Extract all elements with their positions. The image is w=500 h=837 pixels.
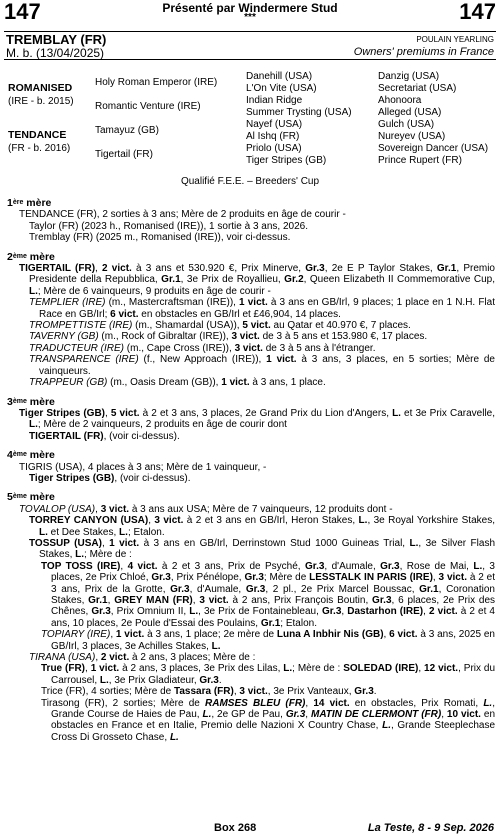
family-notes xyxy=(7,197,495,743)
produce-entry: TOPIARY (IRE), 1 vict. à 3 ans, 1 place; 2e mère de Luna A Inbhir Nis (GB), 6 vict. à 3 ans, 2025 en GB/Irl, 3 places, 3e Achilles Stakes, L. xyxy=(41,629,495,652)
produce-entry: TAVERNY (GB) (m., Rock of Gibraltar (IRE)), 3 vict. de 3 à 5 ans et 153.980 €, 17 places. xyxy=(29,331,428,343)
dam-entry: Tiger Stripes (GB), 5 vict. à 2 et 3 ans, 3 places, 2e Grand Prix du Lion d'Angers, L. et 3e Prix Caravelle, L.; Mère de 2 vainqueurs, 2 produits en âge de courir dont xyxy=(19,407,496,431)
pedigree-gen3: Indian Ridge xyxy=(246,95,303,106)
produce-entry: TRADUCTEUR (IRE) (m., Cape Cross (IRE)), 3 vict. de 3 à 5 ans à l'étranger. xyxy=(29,342,376,354)
name-rule xyxy=(4,59,496,60)
produce-entry: TRANSPARENCE (IRE) (f., New Approach (IRE)), 1 vict. à 3 ans, 3 places, en 5 sorties; Mère de vainqueurs. xyxy=(29,354,495,377)
dam-entry: TENDANCE (FR), 2 sorties à 3 ans; Mère de 2 produits en âge de courir - xyxy=(19,209,346,221)
produce-entry: Taylor (FR) (2023 h., Romanised (IRE)), 1 sortie à 3 ans, 2026. xyxy=(29,220,309,232)
pedigree-table xyxy=(0,66,500,178)
pedigree-gen2: Tigertail (FR) xyxy=(95,149,153,160)
pedigree-gen3: Tiger Stripes (GB) xyxy=(246,155,327,166)
pedigree-gen3: Danehill (USA) xyxy=(246,71,313,82)
pedigree-gen4: Nureyev (USA) xyxy=(378,131,446,142)
produce-entry: Tremblay (FR) (2025 m., Romanised (IRE)), voir ci-dessus. xyxy=(29,232,291,244)
pedigree-gen4: Prince Rupert (FR) xyxy=(378,155,462,166)
dam-info: (FR - b. 2016) xyxy=(8,143,71,154)
pedigree-gen4: Gulch (USA) xyxy=(378,119,435,130)
sale-place-date: La Teste, 8 - 9 Sep. 2026 xyxy=(367,822,494,834)
premiums-note: Owners' premiums in France xyxy=(353,46,494,58)
section-5eme-mere: 5ème mère xyxy=(7,491,55,504)
horse-name: TREMBLAY (FR) xyxy=(6,32,107,47)
produce-entry: TRAPPEUR (GB) (m., Oasis Dream (GB)), 1 vict. à 3 ans, 1 place. xyxy=(29,377,326,389)
pedigree-gen2: Romantic Venture (IRE) xyxy=(95,101,201,112)
presented-by: Présenté par Windermere Stud xyxy=(162,1,338,15)
section-3eme-mere: 3ème mère xyxy=(7,395,55,408)
pedigree-gen3: Priolo (USA) xyxy=(246,143,302,154)
stars: *** xyxy=(244,12,256,23)
pedigree-gen4: Sovereign Dancer (USA) xyxy=(378,143,489,154)
pedigree-gen4: Danzig (USA) xyxy=(378,71,440,82)
pedigree-gen4: Alleged (USA) xyxy=(378,107,442,118)
header xyxy=(0,0,500,34)
produce-entry: TEMPLIER (IRE) (m., Mastercraftsman (IRE)), 1 vict. à 3 ans en GB/Irl, 9 places; 1 place en 1 N.H. Flat Race en GB/Irl; 6 vict. en obstacles en GB/Irl et £46,904, 14 places. xyxy=(29,297,495,320)
produce-entry: TOP TOSS (IRE), 4 vict. à 2 et 3 ans, Prix de Psyché, Gr.3, d'Aumale, Gr.3, Rose de Mai, L., 3 places, 2e Prix Chloé, Gr.3, Prix Pénélope, Gr.3; Mère de LESSTALK IN PARIS (IRE), 3 vict. à 2 et 3 ans, Prix de la Grotte, Gr.3, d'Aumale, Gr.3, 2 pl., 2e Prix Marcel Boussac, Gr.1, Coronation Stakes, Gr.1, GREY MAN (FR), 3 vict. à 2 ans, Prix François Boutin, Gr.3, 6 places, 2e Prix des Chênes, Gr.3, Prix Omnium II, L., 3e Prix de Fontainebleau, Gr.3, Dastarhon (IRE), 2 vict. à 2 et 4 ans, 10 places, 2e Poule d'Essai des Poulains, Gr.1; Etalon. xyxy=(41,560,496,629)
produce-entry: TIGERTAIL (FR), (voir ci-dessus). xyxy=(29,430,180,442)
section-1ere-mere: 1ère mère xyxy=(7,197,52,209)
dam-entry: TOVALOP (USA), 3 vict. à 3 ans aux USA; Mère de 7 vainqueurs, 12 produits dont - xyxy=(19,503,393,515)
produce-entry: TROMPETTISTE (IRE) (m., Shamardal (USA)), 5 vict. au Qatar et 40.970 €, 7 places. xyxy=(29,320,411,332)
sex-label: POULAIN YEARLING xyxy=(416,35,494,44)
dam-name: TENDANCE xyxy=(8,129,67,141)
produce-entry: Tirasong (FR), 2 sorties; Mère de RAMSES BLEU (FR), 14 vict. en obstacles, Prix Romati, L., Grande Course de Haies de Pau, L., 2e GP de Pau, Gr.3, MATIN DE CLERMONT (FR), 10 vict. en obstacles en France et en Italie, Premio delle Nazioni X Country Chase, L., Grande Steeplechase Cross Di Grosseto Chase, L. xyxy=(41,697,496,743)
pedigree-gen3: Summer Trysting (USA) xyxy=(246,107,352,118)
lot-number-right: 147 xyxy=(459,0,496,24)
produce-entry: TORREY CANYON (USA), 3 vict. à 2 et 3 ans en GB/Irl, Heron Stakes, L., 3e Royal Yorkshire Stakes, L. et Dee Stakes, L.; Etalon. xyxy=(29,515,495,538)
pedigree-gen4: Ahonoora xyxy=(378,95,422,106)
produce-entry: TIRANA (USA), 2 vict. à 2 ans, 3 places; Mère de : xyxy=(29,652,256,664)
pedigree-gen4: Secretariat (USA) xyxy=(378,83,457,94)
produce-entry: Trice (FR), 4 sorties; Mère de Tassara (FR), 3 vict., 3e Prix Vanteaux, Gr.3. xyxy=(41,686,377,698)
dam-entry: TIGERTAIL (FR), 2 vict. à 3 ans et 530.920 €, Prix Minerve, Gr.3, 2e E P Taylor Stakes, Gr.1, Premio Presidente della Repubblica, Gr.1, 3e Prix de Royallieu, Gr.2, Queen Elizabeth II Commemorative Cup, L.; Mère de 6 vainqueurs, 9 produits en âge de courir - xyxy=(19,263,495,297)
box-number: Box 268 xyxy=(214,822,257,834)
pedigree-gen3: Al Ishq (FR) xyxy=(246,131,300,142)
qualification: Qualifié F.E.E. – Breeders' Cup xyxy=(180,176,320,187)
pedigree-gen2: Holy Roman Emperor (IRE) xyxy=(95,77,218,88)
coat-birthdate: M. b. (13/04/2025) xyxy=(6,46,105,60)
dam-entry: TIGRIS (USA), 4 places à 3 ans; Mère de 1 vainqueur, - xyxy=(19,461,267,473)
produce-entry: True (FR), 1 vict. à 2 ans, 3 places, 3e Prix des Lilas, L.; Mère de : SOLEDAD (IRE), 12 vict., Prix du Carrousel, L., 3e Prix Gladiateur, Gr.3. xyxy=(41,663,496,686)
section-4eme-mere: 4ème mère xyxy=(7,449,55,462)
lot-number-left: 147 xyxy=(4,0,41,24)
produce-entry: TOSSUP (USA), 1 vict. à 3 ans en GB/Irl, Derrinstown Stud 1000 Guineas Trial, L., 3e Silver Flash Stakes, L.; Mère de : xyxy=(29,537,496,561)
pedigree-gen3: Nayef (USA) xyxy=(246,119,303,130)
pedigree-gen3: L'On Vite (USA) xyxy=(246,83,317,94)
produce-entry: Tiger Stripes (GB), (voir ci-dessus). xyxy=(29,472,191,484)
sire-name: ROMANISED xyxy=(8,82,73,94)
sire-info: (IRE - b. 2015) xyxy=(8,96,74,107)
pedigree-gen2: Tamayuz (GB) xyxy=(95,125,159,136)
section-2eme-mere: 2ème mère xyxy=(7,250,55,263)
